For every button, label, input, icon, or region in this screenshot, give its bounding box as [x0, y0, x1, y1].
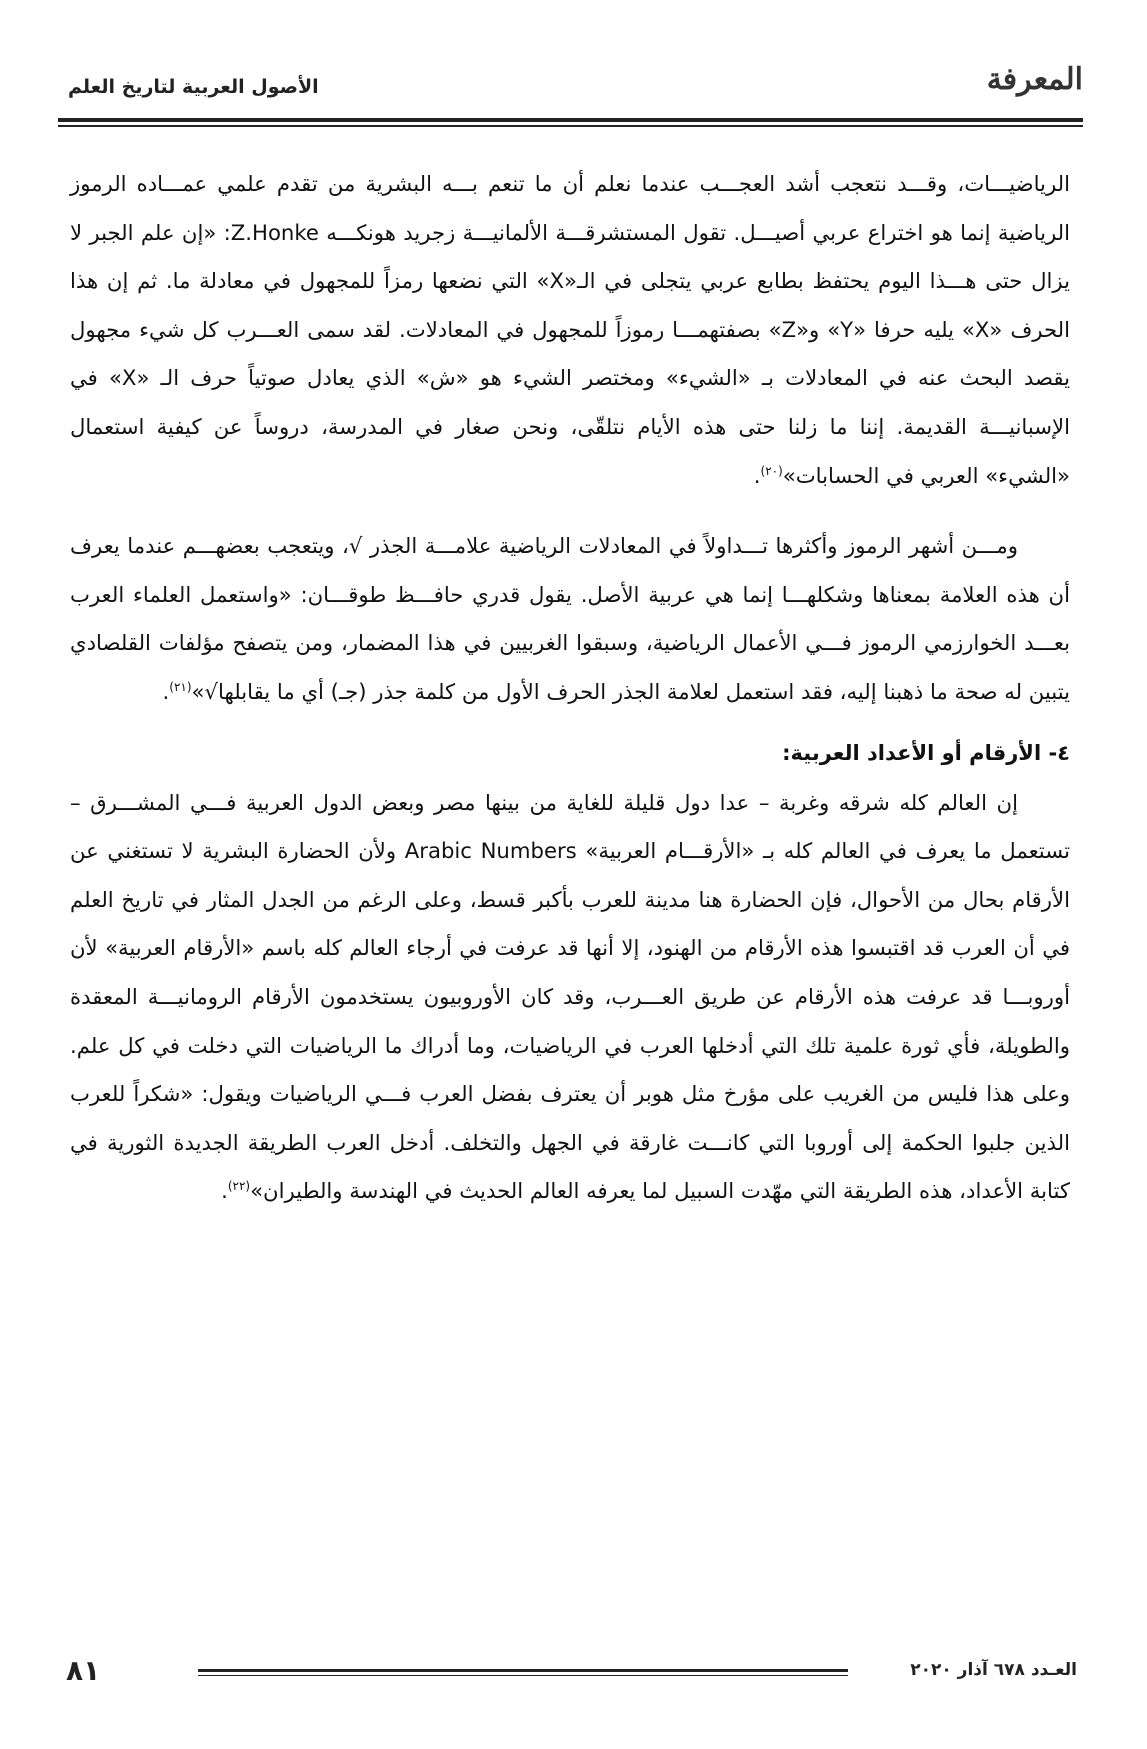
page-header [58, 58, 1083, 118]
page-footer [58, 1654, 1083, 1694]
section-heading: ٤- الأرقام أو الأعداد العربية: [782, 740, 1070, 765]
paragraph-2: ومـــن أشهر الرموز وأكثرها تـــداولاً في المعادلات الرياضية علامـــة الجذر √، ويتعجب بعضهـــم عندما يعرف أن هذه العلامة بمعناها وشكلهـــا إنما هي عربية الأصل. يقول قدري حافـــظ طوقـــان: «واستعمل العلماء العرب بعـــد الخوارزمي الرموز فـــي الأعمال الرياضية، وسبقوا الغربيين في هذا المضمار، ومن يتصفح مؤلفات القلصادي يتبين له صحة ما ذهبنا إليه، فقد استعمل لعلامة الجذر الحرف الأول من كلمة جذر (جـ) أي ما يقابلها√»$^{(٢١)}$. [70, 533, 1070, 704]
article-body [70, 160, 1070, 1216]
paragraph-1: الرياضيـــات، وقـــد نتعجب أشد العجـــب عندما نعلم أن ما تنعم بـــه البشرية من تقدم علمي عمـــاده الرموز الرياضية إنما هو اختراع عربي أصيـــل. تقول المستشرقـــة الألمانيـــة زجريد هونكـــه Z.Honke: «إن علم الجبر لا يزال حتى هـــذا اليوم يحتفظ بطابع عربي يتجلى في الـ«X» التي نضعها رمزاً للمجهول في معادلة ما. ثم إن هذا الحرف «X» يليه حرفا «Y» و«Z» بصفتهمـــا رموزاً للمجهول في المعادلات. لقد سمى العـــرب كل شيء مجهول يقصد البحث عنه في المعادلات بـ «الشيء» ومختصر الشيء هو «ش» الذي يعادل صوتياً حرف الـ «X» في الإسبانيـــة القديمة. إننا ما زلنا حتى هذه الأيام نتلقّى، ونحن صغار في المدرسة، دروساً عن كيفية استعمال «الشيء» العربي في الحسابات»$^{(٢٠)}$. [70, 171, 1071, 488]
issue-info: العـدد ٦٧٨ آذار ٢٠٢٠ [910, 1660, 1077, 1680]
running-title: الأصول العربية لتاريخ العلم [68, 76, 319, 98]
footnote-ref-22: (٢٢) [227, 1179, 251, 1194]
footer-rule-thin [198, 1675, 848, 1676]
header-rule-thick [58, 118, 1083, 122]
footer-rule-thick [198, 1669, 848, 1672]
page-number: ٨١ [66, 1654, 101, 1687]
footnote-ref-21: (٢١) [169, 679, 192, 694]
magazine-logo: المعرفة [986, 62, 1083, 97]
header-rule-thin [58, 125, 1083, 127]
footnote-ref-20: (٢٠) [760, 463, 783, 478]
paragraph-3: إن العالم كله شرقه وغربة – عدا دول قليلة للغاية من بينها مصر وبعض الدول العربية فـــي المشـــرق – تستعمل ما يعرف في العالم كله بـ «الأرقـــام العربية» Arabic Numbers ولأن الحضارة البشرية لا تستغني عن الأرقام بحال من الأحوال، فإن الحضارة هنا مدينة للعرب بأكبر قسط، وعلى الرغم من الجدل المثار في تاريخ العلم في أن العرب قد اقتبسوا هذه الأرقام من الهنود، إلا أنها قد عرفت في أرجاء العالم كله باسم «الأرقام العربية» لأن أوروبـــا قد عرفت هذه الأرقام عن طريق العـــرب، وقد كان الأوروبيون يستخدمون الأرقام الرومانيـــة المعقدة والطويلة، فأي ثورة علمية تلك التي أدخلها العرب في الرياضيات، وما أدراك ما الرياضيات التي دخلت في كل علم. وعلى هذا فليس من الغريب على مؤرخ مثل هوبر أن يعترف بفضل العرب فـــي الرياضيات ويقول: «شكراً للعرب الذين جلبوا الحكمة إلى أوروبا التي كانـــت غارقة في الجهل والتخلف. أدخل العرب الطريقة الجديدة الثورية في كتابة الأعداد، هذه الطريقة التي مهّدت السبيل لما يعرفه العالم الحديث في الهندسة والطيران»$^{(٢٢)}$. [70, 789, 1071, 1204]
